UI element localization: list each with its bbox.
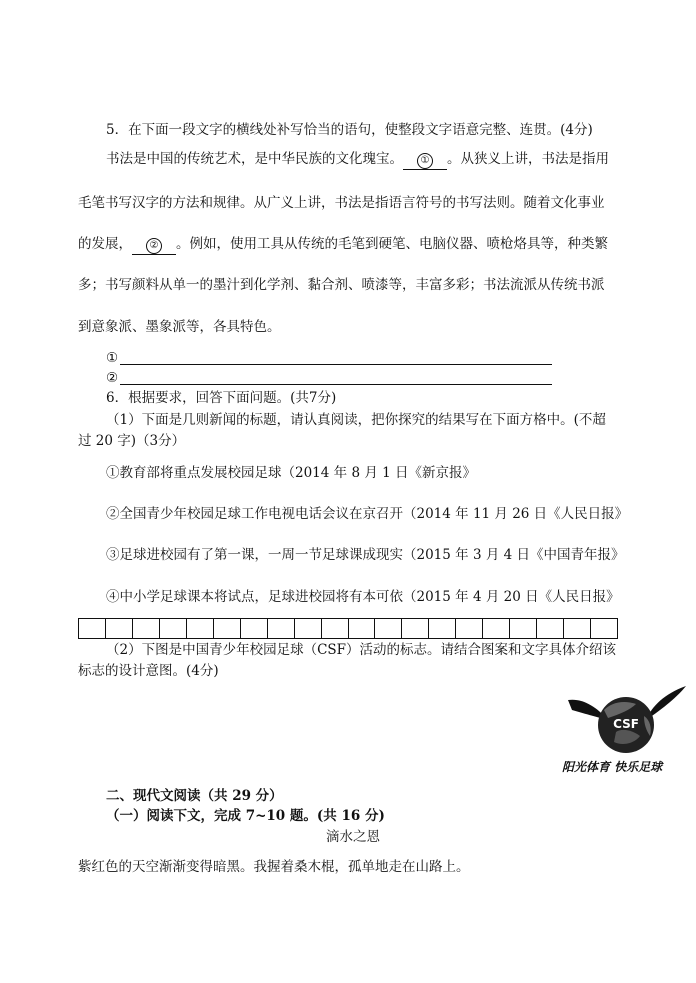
q5-paragraph-line4: 多；书写颜料从单一的墨汁到化学剂、黏合剂、喷漆等，丰富多彩；书法流派从传统书派 [78, 277, 605, 293]
csf-logo-text: CSF [613, 717, 639, 731]
news-item-1: ①教育部将重点发展校园足球（2014 年 8 月 1 日《新京报》 [106, 465, 476, 481]
blank-1-mark: ① [417, 153, 433, 169]
grid-cell[interactable] [483, 619, 510, 638]
q5-paragraph-line1 [106, 150, 609, 170]
csf-logo-slogan: 阳光体育 快乐足球 [562, 760, 663, 774]
q6-sub1-line2: 过 20 字)（3分） [78, 433, 186, 449]
grid-cell[interactable] [456, 619, 483, 638]
grid-cell[interactable] [375, 619, 402, 638]
grid-cell[interactable] [268, 619, 295, 638]
q6-stem: 6．根据要求，回答下面问题。(共7分) [106, 390, 337, 406]
q5-text: 书法是中国的传统艺术，是中华民族的文化瑰宝。 [106, 151, 403, 167]
q6-sub1-line1: （1）下面是几则新闻的标题，请认真阅读，把你探究的结果写在下面方格中。(不超 [106, 412, 606, 428]
answer-line-1[interactable] [120, 364, 552, 365]
answer-line-2-mark: ② [106, 370, 119, 386]
section2-title: 二、现代文阅读（共 29 分） [106, 788, 283, 804]
grid-cell[interactable] [510, 619, 537, 638]
grid-cell[interactable] [295, 619, 322, 638]
section2-part1: （一）阅读下文，完成 7~10 题。(共 16 分) [106, 808, 385, 824]
news-item-3: ③足球进校园有了第一课，一周一节足球课成现实（2015 年 3 月 4 日《中国青年报》 [106, 547, 625, 563]
news-item-4: ④中小学足球课本将试点，足球进校园将有本可依（2015 年 4 月 20 日《人民日报》 [106, 589, 620, 605]
grid-cell[interactable] [106, 619, 133, 638]
grid-cell[interactable] [214, 619, 241, 638]
grid-cell[interactable] [429, 619, 456, 638]
grid-cell[interactable] [349, 619, 376, 638]
grid-cell[interactable] [322, 619, 349, 638]
grid-cell[interactable] [160, 619, 187, 638]
grid-cell[interactable] [402, 619, 429, 638]
grid-cell[interactable] [241, 619, 268, 638]
blank-2 [132, 235, 176, 255]
news-item-2: ②全国青少年校园足球工作电视电话会议在京召开（2014 年 11 月 26 日《人民日报》 [106, 506, 629, 522]
grid-cell[interactable] [79, 619, 106, 638]
answer-line-1-mark: ① [106, 350, 119, 366]
q5-paragraph-line2: 毛笔书写汉字的方法和规律。从广义上讲，书法是指语言符号的书写法则。随着文化事业 [78, 195, 605, 211]
csf-logo [560, 680, 694, 780]
answer-line-2[interactable] [120, 384, 552, 385]
grid-cell[interactable] [133, 619, 160, 638]
q5-paragraph-line5: 到意象派、墨象派等，各具特色。 [78, 319, 281, 335]
q6-sub2-line1: （2）下图是中国青少年校园足球（CSF）活动的标志。请结合图案和文字具体介绍该 [106, 642, 617, 658]
q5-text: 。从狭义上讲，书法是指用 [447, 151, 609, 167]
blank-2-mark: ② [146, 238, 162, 254]
article-title: 滴水之恩 [326, 829, 380, 845]
grid-cell[interactable] [591, 619, 618, 638]
q5-text: 。例如，使用工具从传统的毛笔到硬笔、电脑仪器、喷枪烙具等，种类繁 [176, 236, 608, 252]
grid-cell[interactable] [537, 619, 564, 638]
grid-cell[interactable] [564, 619, 591, 638]
q5-text: 的发展， [78, 236, 132, 252]
grid-cell[interactable] [187, 619, 214, 638]
q6-sub2-line2: 标志的设计意图。(4分) [78, 663, 219, 679]
q5-stem: 5．在下面一段文字的横线处补写恰当的语句，使整段文字语意完整、连贯。(4分) [106, 122, 593, 138]
blank-1 [403, 150, 447, 170]
q5-paragraph-line3 [78, 235, 608, 255]
answer-grid[interactable] [78, 618, 618, 639]
article-first-line: 紫红色的天空渐渐变得暗黑。我握着桑木棍，孤单地走在山路上。 [78, 859, 470, 875]
